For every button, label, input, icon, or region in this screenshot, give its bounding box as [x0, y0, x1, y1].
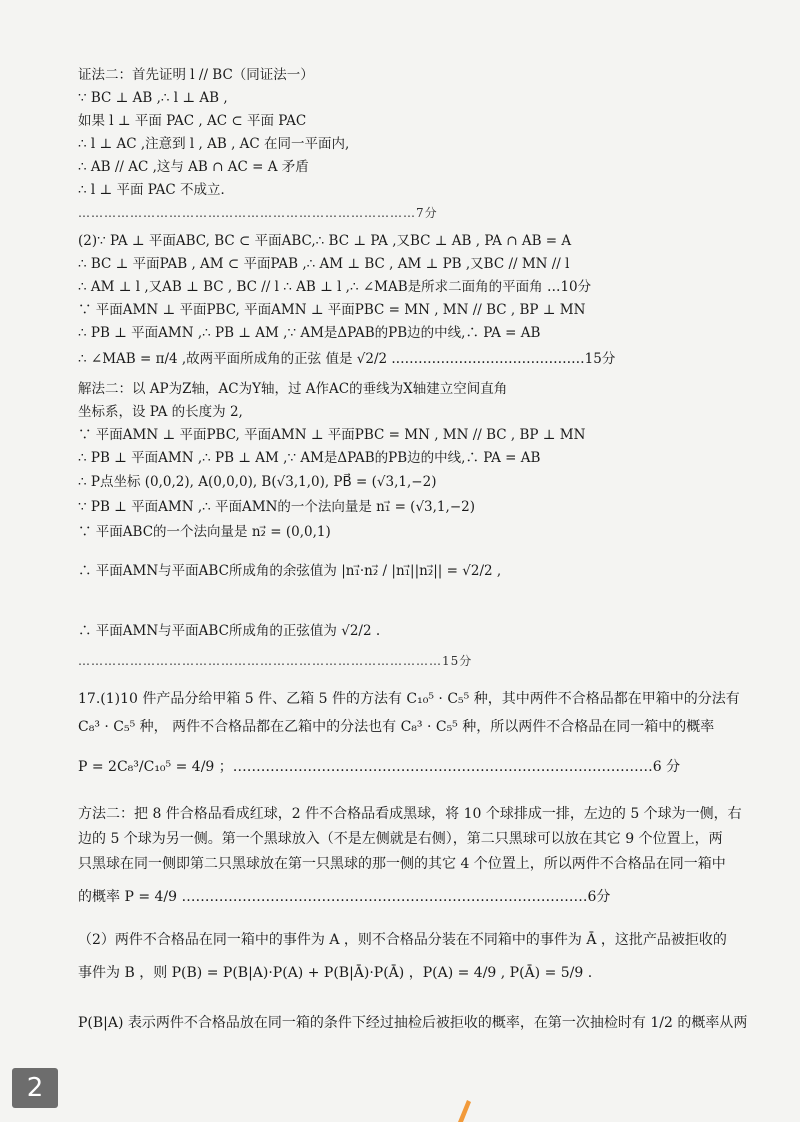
line-21: ∴ 平面AMN与平面ABC所成角的余弦值为 |n₁⃗·n₂⃗ / |n₁⃗||n₂⃗|| = √2/2 , [78, 563, 502, 579]
line-12: ∴ PB ⊥ 平面AMN ,∴ PB ⊥ AM ,∵ AM是ΔPAB的PB边的中线,∴ PA = AB [78, 325, 541, 341]
score-line-7: ……………………………………………………………………7分 [78, 206, 438, 220]
line-6: ∴ l ⊥ 平面 PAC 不成立． [78, 182, 234, 198]
line-15: 坐标系，设 PA 的长度为 2, [78, 404, 243, 420]
line-20: ∵ 平面ABC的一个法向量是 n₂⃗ = (0,0,1) [78, 524, 331, 540]
line-18: ∴ P点坐标 (0,0,2), A(0,0,0), B(√3,1,0), PB⃗ = (√3,1,−2) [78, 474, 437, 490]
line-31: （2）两件不合格品在同一箱中的事件为 A ，则不合格品分装在不同箱中的事件为 Ā ，这批产品被拒收的 [78, 932, 727, 948]
line-26: P = 2C₈³/C₁₀⁵ = 4/9 ；………………………………………………………………………………6 分 [78, 759, 681, 775]
line-28: 边的 5 个球为另一侧。第一个黑球放入（不是左侧就是右侧），第二只黑球可以放在其它 9 个位置上，两 [78, 831, 723, 847]
line-8: (2)∵ PA ⊥ 平面ABC, BC ⊂ 平面ABC,∴ BC ⊥ PA ,又BC ⊥ AB , PA ∩ AB = A [78, 233, 572, 249]
line-10: ∴ AM ⊥ l ,又AB ⊥ BC , BC // l ∴ AB ⊥ l ,∴ ∠MAB是所求二面角的平面角 …10分 [78, 279, 592, 295]
line-11: ∵ 平面AMN ⊥ 平面PBC, 平面AMN ⊥ 平面PBC = MN , MN // BC , BP ⊥ MN [78, 302, 586, 318]
line-5: ∴ AB // AC ,这与 AB ∩ AC = A 矛盾 [78, 159, 309, 175]
line-2: ∵ BC ⊥ AB ,∴ l ⊥ AB , [78, 90, 228, 106]
line-33: P(B|A) 表示两件不合格品放在同一箱的条件下经过抽检后被拒收的概率，在第一次抽检时有 1/2 的概率从两 [78, 1015, 748, 1031]
line-30: 的概率 P = 4/9 ……………………………………………………………………………6分 [78, 889, 611, 905]
line-32: 事件为 B ，则 P(B) = P(B|A)·P(A) + P(B|Ā)·P(Ā) ，P(A) = 4/9 , P(Ā) = 5/9 . [78, 965, 593, 981]
line-29: 只黑球在同一侧即第二只黑球放在第一只黑球的那一侧的其它 4 个位置上，所以两件不合格品在同一箱中 [78, 856, 726, 872]
line-9: ∴ BC ⊥ 平面PAB , AM ⊂ 平面PAB ,∴ AM ⊥ BC , AM ⊥ PB ,又BC // MN // l [78, 256, 570, 272]
orange-mark-icon [455, 1100, 473, 1122]
line-24: 17.(1)10 件产品分给甲箱 5 件、乙箱 5 件的方法有 C₁₀⁵ · C₅⁵ 种，其中两件不合格品都在甲箱中的分法有 [78, 691, 740, 707]
line-1: 证法二：首先证明 l // BC（同证法一） [78, 67, 314, 83]
line-16: ∵ 平面AMN ⊥ 平面PBC, 平面AMN ⊥ 平面PBC = MN , MN // BC , BP ⊥ MN [78, 427, 586, 443]
line-14: 解法二：以 AP为Z轴，AC为Y轴，过 A作AC的垂线为X轴建立空间直角 [78, 381, 508, 397]
line-25: C₈³ · C₅⁵ 种， 两件不合格品都在乙箱中的分法也有 C₈³ · C₅⁵ 种，所以两件不合格品在同一箱中的概率 [78, 719, 715, 735]
line-22: ∴ 平面AMN与平面ABC所成角的正弦值为 √2/2 . [78, 623, 381, 639]
score-line-15b: …………………………………………………………………………15分 [78, 654, 473, 668]
line-19: ∵ PB ⊥ 平面AMN ,∴ 平面AMN的一个法向量是 n₁⃗ = (√3,1,−2) [78, 499, 475, 515]
line-4: ∴ l ⊥ AC ,注意到 l , AB , AC 在同一平面内, [78, 136, 350, 152]
page-number-badge: 2 [12, 1068, 58, 1108]
line-13: ∴ ∠MAB = π/4 ,故两平面所成角的正弦 值是 √2/2 .……………………………………15分 [78, 351, 616, 367]
line-27: 方法二：把 8 件合格品看成红球，2 件不合格品看成黑球，将 10 个球排成一排，左边的 5 个球为一侧，右 [78, 806, 742, 822]
line-17: ∴ PB ⊥ 平面AMN ,∴ PB ⊥ AM ,∵ AM是ΔPAB的PB边的中线,∴ PA = AB [78, 450, 541, 466]
line-3: 如果 l ⊥ 平面 PAC , AC ⊂ 平面 PAC [78, 113, 307, 129]
